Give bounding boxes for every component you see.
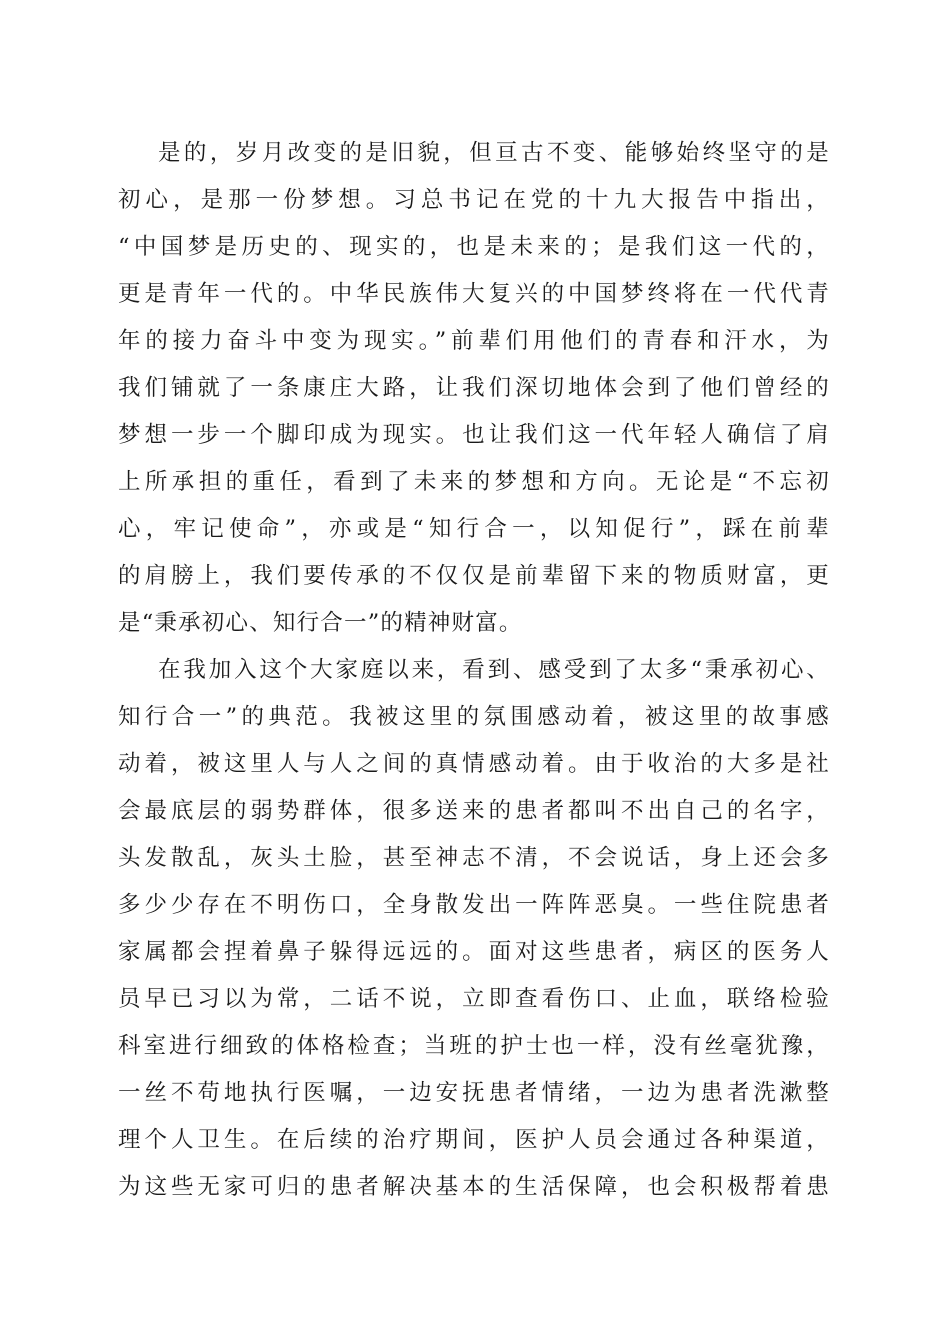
- text-line: 多少少存在不明伤口，全身散发出一阵阵恶臭。一些住院患者: [118, 892, 830, 918]
- text-line: 头发散乱，灰头土脸，甚至神志不清，不会说话，身上还会多: [118, 845, 830, 871]
- text-line: 员早已习以为常，二话不说，立即查看伤口、止血，联络检验: [118, 986, 830, 1012]
- text-line: 更是青年一代的。中华民族伟大复兴的中国梦终将在一代代青: [118, 281, 830, 307]
- text-line: 动着，被这里人与人之间的真情感动着。由于收治的大多是社: [118, 751, 830, 777]
- text-line: 是的，岁月改变的是旧貌，但亘古不变、能够始终坚守的是: [158, 140, 830, 166]
- paragraph-2: [118, 647, 830, 1211]
- text-line: 理个人卫生。在后续的治疗期间，医护人员会通过各种渠道，: [118, 1127, 830, 1153]
- text-line: 在我加入这个大家庭以来，看到、感受到了太多“秉承初心、: [158, 657, 830, 683]
- text-line: “中国梦是历史的、现实的，也是未来的；是我们这一代的，: [118, 234, 830, 260]
- text-line: 科室进行细致的体格检查；当班的护士也一样，没有丝毫犹豫，: [118, 1033, 830, 1059]
- text-line: 梦想一步一个脚印成为现实。也让我们这一代年轻人确信了肩: [118, 422, 830, 448]
- text-line: 年的接力奋斗中变为现实。”前辈们用他们的青春和汗水，为: [118, 328, 830, 354]
- text-line: 为这些无家可归的患者解决基本的生活保障，也会积极帮着患: [118, 1174, 830, 1200]
- paragraph-1: [118, 130, 830, 647]
- text-line: 心，牢记使命”，亦或是“知行合一，以知促行”，踩在前辈: [118, 516, 830, 542]
- text-line: 知行合一”的典范。我被这里的氛围感动着，被这里的故事感: [118, 704, 830, 730]
- text-line: 的肩膀上，我们要传承的不仅仅是前辈留下来的物质财富，更: [118, 563, 830, 589]
- text-line: 上所承担的重任，看到了未来的梦想和方向。无论是“不忘初: [118, 469, 830, 495]
- text-line: 会最底层的弱势群体，很多送来的患者都叫不出自己的名字，: [118, 798, 830, 824]
- text-line: 是“秉承初心、知行合一”的精神财富。: [118, 610, 523, 636]
- body-text: [118, 130, 830, 1211]
- text-line: 一丝不苟地执行医嘱，一边安抚患者情绪，一边为患者洗漱整: [118, 1080, 830, 1106]
- text-line: 家属都会捏着鼻子躲得远远的。面对这些患者，病区的医务人: [118, 939, 830, 965]
- text-line: 我们铺就了一条康庄大路，让我们深切地体会到了他们曾经的: [118, 375, 830, 401]
- text-line: 初心，是那一份梦想。习总书记在党的十九大报告中指出，: [118, 187, 830, 213]
